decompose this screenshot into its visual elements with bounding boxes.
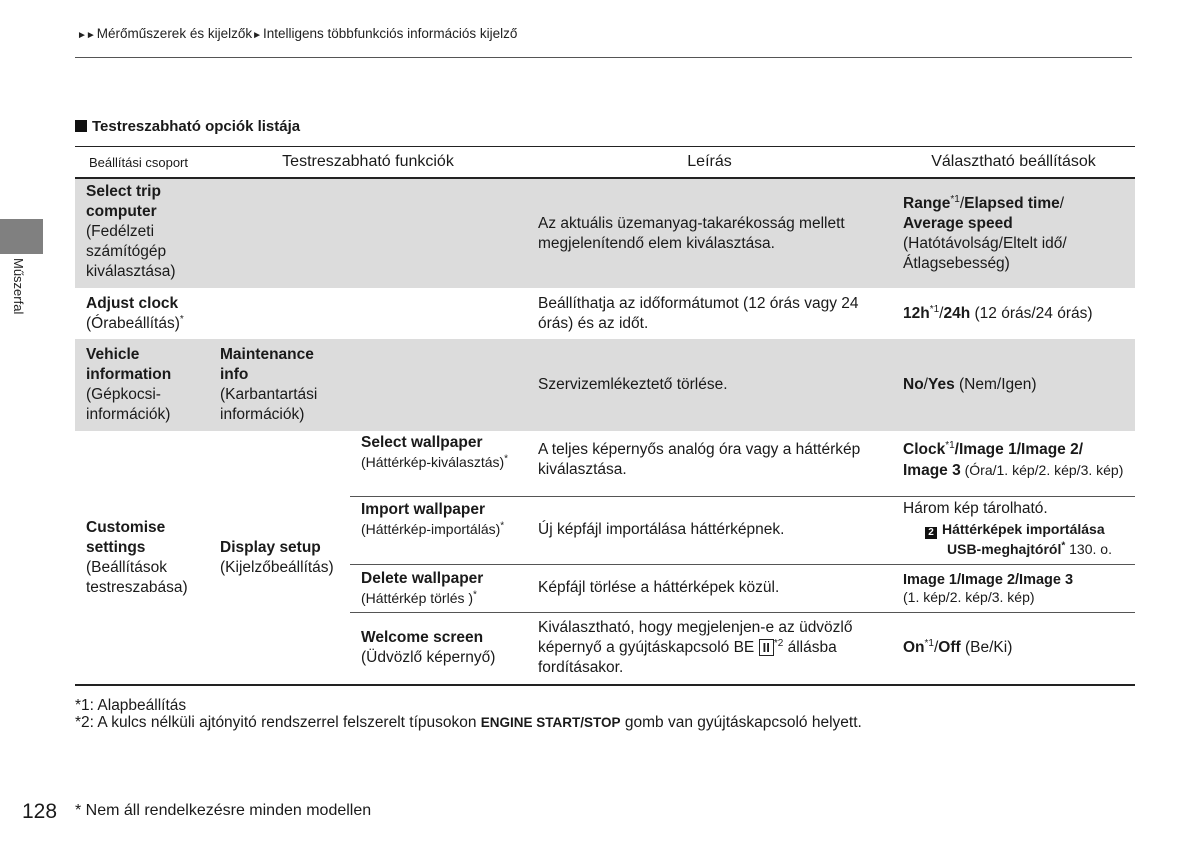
cross-reference-link[interactable]: 2 Háttérképek importálása USB-meghajtóról* 130. o.	[903, 519, 1125, 559]
setting-group-translation: (Órabeállítás)*	[86, 313, 184, 332]
column-header: Testreszabható funkciók	[209, 147, 527, 179]
function-translation: (Kijelzőbeállítás)	[220, 558, 334, 576]
setting-group-translation: (Fedélzeti számítógép kiválasztása)	[86, 223, 176, 280]
options-cell: On$^{*1}$/Off (Be/Ki)	[892, 612, 1135, 685]
breadcrumb-separator-icon: ►	[252, 30, 261, 41]
subfunction-name: Welcome screen	[361, 629, 484, 647]
options-cell: $12h^{*1}/24h$ (12 órás/24 órás)	[903, 303, 1093, 322]
function-name: Maintenance info	[220, 346, 314, 383]
reference-arrow-icon: 2	[925, 527, 937, 539]
function-translation: (Karbantartási információk)	[220, 386, 318, 423]
description-cell: Új képfájl importálása háttérképnek.	[527, 496, 892, 564]
footnote: *1: Alapbeállítás	[75, 697, 187, 714]
breadcrumb-item: Mérőműszerek és kijelzők	[96, 26, 253, 41]
section-side-label: Műszerfal	[11, 258, 26, 315]
options-cell: No/Yes (Nem/Igen)	[892, 339, 1135, 431]
table-header-row	[75, 147, 1135, 179]
column-header: Leírás	[527, 147, 892, 179]
description-cell: Kiválasztható, hogy megjelenjen-e az üdvözlő képernyő a gyújtáskapcsoló BE II $^{*2}$ állásba fordításakor.	[527, 612, 892, 685]
subfunction-name: Import wallpaper	[361, 500, 486, 518]
footnote: *2: A kulcs nélküli ajtónyitó rendszerrel felszerelt típusokon ENGINE START/STOP gomb van gyújtáskapcsoló helyett.	[75, 714, 862, 731]
subfunction-cell	[350, 496, 527, 564]
setting-group-name: Customise settings	[86, 518, 166, 556]
section-title: Testreszabható opciók listája	[75, 118, 300, 135]
description-cell: A teljes képernyős analóg óra vagy a háttérkép kiválasztása.	[527, 431, 892, 496]
function-cell	[209, 178, 350, 288]
subfunction-translation: (Háttérkép törlés )*	[361, 589, 477, 606]
description-cell: Beállíthatja az időformátumot (12 órás vagy 24 órás) és az időt.	[538, 294, 859, 332]
setting-group-name: Adjust clock	[86, 294, 179, 312]
breadcrumb-item: Intelligens többfunkciós információs kijelző	[263, 26, 518, 41]
options-cell: Image 1/Image 2/Image 3 (1. kép/2. kép/3. kép)	[892, 564, 1135, 612]
setting-group-translation: (Gépkocsi-információk)	[86, 386, 171, 423]
table-row	[75, 178, 1135, 288]
table-row	[75, 288, 1135, 339]
options-table	[75, 146, 1135, 686]
page-number: 128	[22, 800, 58, 823]
subfunction-cell	[350, 431, 527, 496]
breadcrumb-arrow-icon: ►►	[77, 30, 95, 41]
section-tab-marker	[0, 219, 43, 254]
column-header: Beállítási csoport	[75, 147, 209, 179]
description-cell: Az aktuális üzemanyag-takarékosság mellett megjelenítendő elem kiválasztása.	[527, 178, 892, 288]
ignition-position-icon: II	[759, 639, 774, 656]
footnotes	[75, 697, 862, 731]
setting-group-name: Select trip computer	[86, 183, 161, 220]
subfunction-cell	[350, 339, 527, 431]
subfunction-name: Delete wallpaper	[361, 570, 484, 587]
subfunction-translation: (Üdvözlő képernyő)	[361, 649, 496, 667]
setting-group-translation: (Beállítások testreszabása)	[86, 558, 188, 596]
subfunction-cell	[350, 178, 527, 288]
subfunction-cell	[350, 612, 527, 685]
description-cell: Képfájl törlése a háttérképek közül.	[527, 564, 892, 612]
setting-group-cell	[75, 178, 209, 288]
breadcrumb	[77, 26, 517, 41]
function-cell	[209, 431, 350, 685]
setting-group-cell	[75, 339, 209, 431]
function-cell	[209, 339, 350, 431]
description-cell: Szervizemlékeztető törlése.	[527, 339, 892, 431]
table-row	[75, 339, 1135, 431]
table-row	[75, 431, 1135, 496]
square-bullet-icon	[75, 120, 87, 132]
subfunction-cell	[350, 564, 527, 612]
header-divider	[75, 57, 1132, 58]
setting-group-name: Vehicle information	[86, 346, 172, 383]
subfunction-translation: (Háttérkép-importálás)*	[361, 519, 505, 537]
options-cell: Három kép tárolható. 2 Háttérképek importálása USB-meghajtóról* 130. o.	[892, 496, 1135, 564]
column-header: Választható beállítások	[892, 147, 1135, 179]
subfunction-translation: (Háttérkép-kiválasztás)*	[361, 453, 509, 470]
options-cell: Range$^{*1}$/Elapsed time/ Average speed (Hatótávolság/Eltelt idő/Átlagsebesség)	[892, 178, 1135, 288]
availability-note: * Nem áll rendelkezésre minden modellen	[75, 802, 372, 819]
options-cell: Clock$^{*1}$/Image 1/Image 2/ Image 3 (Óra/1. kép/2. kép/3. kép)	[892, 431, 1135, 496]
setting-group-cell	[75, 288, 527, 339]
subfunction-name: Select wallpaper	[361, 434, 483, 451]
setting-group-cell	[75, 431, 209, 685]
function-name: Display setup	[220, 538, 321, 556]
